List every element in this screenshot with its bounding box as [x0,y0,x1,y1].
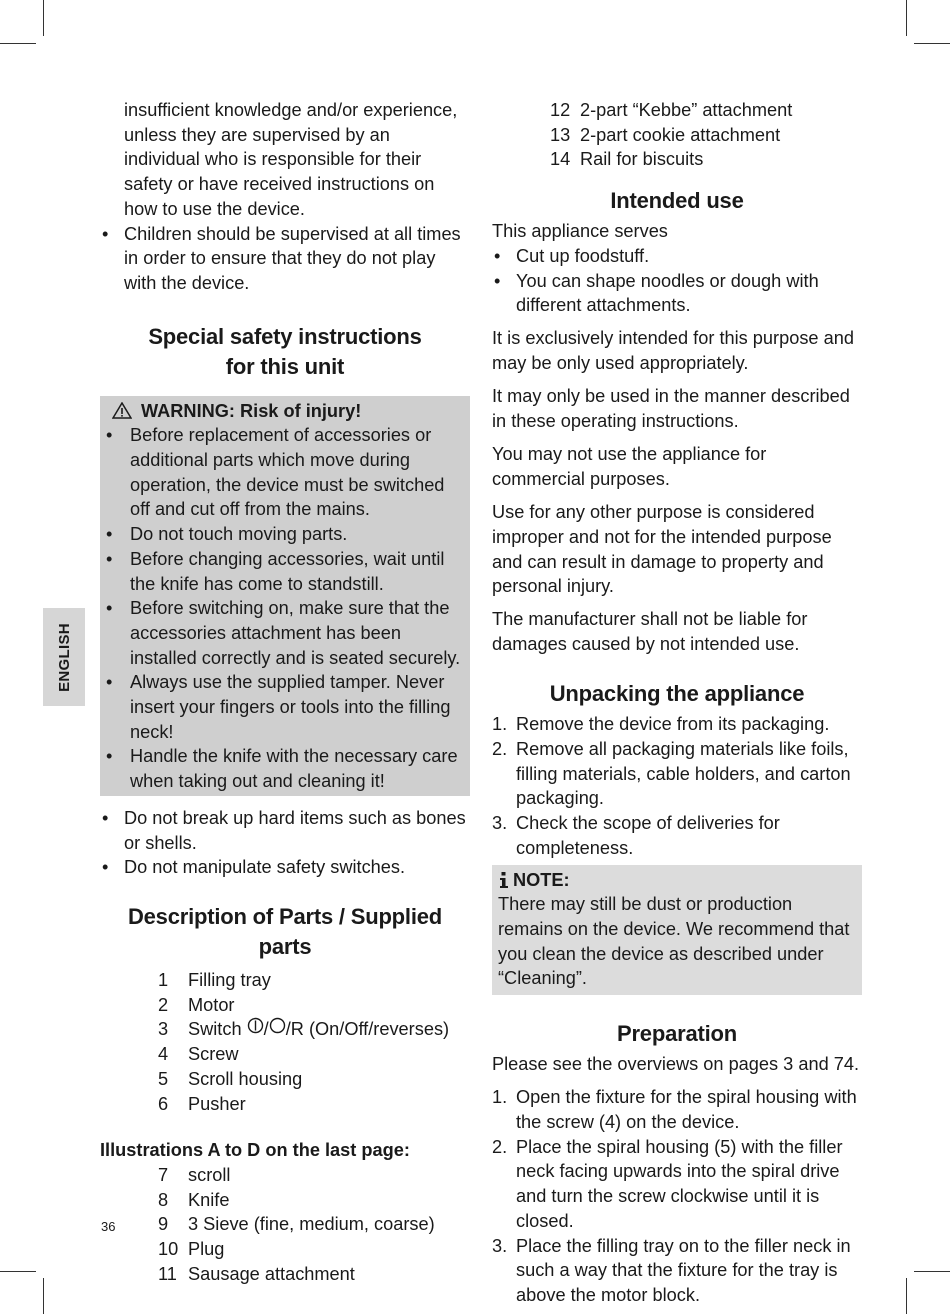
list-item [100,1163,470,1188]
item-number: 12 [550,100,571,120]
list-item: • Always use the supplied tamper. Never insert your fingers or tools into the filling neck! [104,670,466,744]
crop-mark [0,1271,36,1272]
unpacking-heading: Unpacking the appliance [549,681,805,707]
item-text: Screw [188,1044,239,1065]
step-number: 2. [492,1136,508,1157]
item-number: 13 [550,124,571,145]
item-number: 14 [550,149,571,170]
list-item [100,968,470,993]
note-text: There may still be dust or production remains on the device. We recommend that you clean the device as described under “Cleaning”. [498,894,850,989]
crop-mark [914,1271,950,1272]
intended-use-heading: Intended use [610,188,744,214]
note-title [498,868,856,893]
illustration-parts-list [100,1163,470,1287]
item-text: Knife [188,1189,230,1210]
item-number: 2 [158,994,169,1015]
paragraph: The manufacturer shall not be liable for damages caused by not intended use. [492,609,808,655]
list-item: • You can shape noodles or dough with different attachments. [492,269,862,318]
parts-heading: Description of Parts / Supplied parts [127,903,443,959]
crop-mark [906,1278,907,1314]
step-number: 3. [492,813,508,834]
list-item [492,147,862,172]
special-safety-heading-line-2: for this unit [225,353,345,379]
item-text-suffix: /R (On/Off/reverses) [285,1019,450,1040]
step-number: 1. [492,714,508,735]
list-item: • Do not break up hard items such as bones or shells. [100,806,470,855]
step-text: Open the fixture for the spiral housing with the screw (4) on the device. [516,1087,857,1132]
parts-list-continued [492,98,862,172]
language-tab-label: ENGLISH [55,622,73,692]
item-number: 10 [158,1239,179,1260]
step-text: Check the scope of deliveries for completeness. [516,813,780,858]
list-item [100,1092,470,1117]
intro-continuation: insufficient knowledge and/or experience, unless they are supervised by an individual who is responsible for their safety or have received instructions on how to use the device. [124,100,458,219]
list-item: • Handle the knife with the necessary care when taking out and cleaning it! [104,744,466,793]
list-item [100,1212,470,1237]
warning-bullet-list [104,423,466,794]
list-item [100,1237,470,1262]
crop-mark [0,43,36,44]
info-icon [498,871,510,889]
preparation-heading: Preparation [616,1021,738,1047]
step-number: 2. [492,739,508,760]
item-number: 9 [158,1214,169,1235]
left-column [100,98,470,1286]
step-number: 1. [492,1087,508,1108]
page-number: 36 [101,1219,116,1234]
note-box [492,865,862,996]
list-item: • Before changing accessories, wait until the knife has come to standstill. [104,547,466,596]
list-item: • Do not touch moving parts. [104,522,466,547]
list-item [492,737,862,811]
special-safety-heading [100,322,470,382]
list-item [492,712,862,737]
crop-mark [914,43,950,44]
switch-off-icon [269,1017,286,1034]
step-text: Place the spiral housing (5) with the filler neck facing upwards into the spiral drive and turn the screw clockwise until it is closed. [516,1136,843,1231]
step-text: Remove the device from its packaging. [516,714,830,735]
item-text: Filling tray [188,969,271,990]
list-item [492,98,862,123]
special-safety-heading-line-1: Special safety instructions [148,323,422,349]
list-item: 3 Switch / /R (On/Off/reverses) [100,1017,470,1042]
preparation-steps [492,1085,862,1307]
unpacking-steps [492,712,862,860]
language-tab [43,608,85,706]
intended-use-bullets [492,244,862,318]
list-item: • Children should be supervised at all times in order to ensure that they do not play with the device. [100,222,470,296]
item-text: Sausage attachment [188,1263,355,1284]
note-title-text: NOTE: [513,869,570,890]
step-text: Place the filling tray on to the filler neck in such a way that the fixture for the tray is above the motor block. [516,1235,851,1305]
item-text: Rail for biscuits [580,149,704,170]
item-number: 5 [158,1068,169,1089]
item-number: 4 [158,1044,169,1065]
item-text: Pusher [188,1093,246,1114]
list-item [492,811,862,860]
list-item [492,1234,862,1308]
item-number: 7 [158,1164,169,1185]
intro-bullet-list [100,222,470,296]
crop-mark [43,0,44,36]
illustrations-heading: Illustrations A to D on the last page: [100,1140,410,1161]
list-item [100,1067,470,1092]
item-text: 2-part “Kebbe” attachment [580,100,793,120]
list-item [100,993,470,1018]
warning-triangle-icon [112,402,132,419]
item-text: Scroll housing [188,1068,303,1089]
item-number: 6 [158,1093,169,1114]
list-item [492,123,862,148]
preparation-intro: Please see the overviews on pages 3 and 74. [492,1054,860,1075]
list-item: • Do not manipulate safety switches. [100,855,470,880]
paragraph: It may only be used in the manner described in these operating instructions. [492,386,850,432]
crop-mark [906,0,907,36]
item-text: Switch [188,1019,242,1040]
step-text: Remove all packaging materials like foils, filling materials, cable holders, and carton packaging. [516,739,851,809]
list-item [100,1188,470,1213]
step-number: 3. [492,1235,508,1256]
list-item [492,1135,862,1234]
list-item [492,1085,862,1134]
list-item [100,1262,470,1287]
item-text: 3 Sieve (fine, medium, coarse) [188,1214,435,1235]
intended-use-intro: This appliance serves [492,221,668,242]
paragraph: It is exclusively intended for this purpose and may be only used appropriately. [492,328,854,374]
warning-box [100,396,470,796]
list-item: • Before replacement of accessories or additional parts which move during operation, the device must be switched off and cut off from the mains. [104,423,466,522]
item-text: scroll [188,1164,231,1185]
item-text: 2-part cookie attachment [580,124,781,145]
item-number: 8 [158,1189,169,1210]
item-number: 1 [158,969,169,990]
parts-list [100,968,470,1116]
list-item: • Before switching on, make sure that the accessories attachment has been installed correctly and is seated securely. [104,596,466,670]
list-item: • Cut up foodstuff. [492,244,862,269]
item-text: Plug [188,1239,225,1260]
switch-on-icon [247,1017,264,1034]
right-column [492,98,862,1308]
item-number: 3 [158,1019,169,1040]
item-number: 11 [158,1263,177,1284]
paragraph: You may not use the appliance for commercial purposes. [492,444,767,489]
list-item [100,1042,470,1067]
item-text: Motor [188,994,235,1015]
warning-title [104,399,466,424]
paragraph: Use for any other purpose is considered improper and not for the intended purpose and can result in damage to property and personal injury. [492,502,832,597]
crop-mark [43,1278,44,1314]
safety-bullet-list [100,806,470,880]
warning-title-text: WARNING: Risk of injury! [141,400,362,421]
